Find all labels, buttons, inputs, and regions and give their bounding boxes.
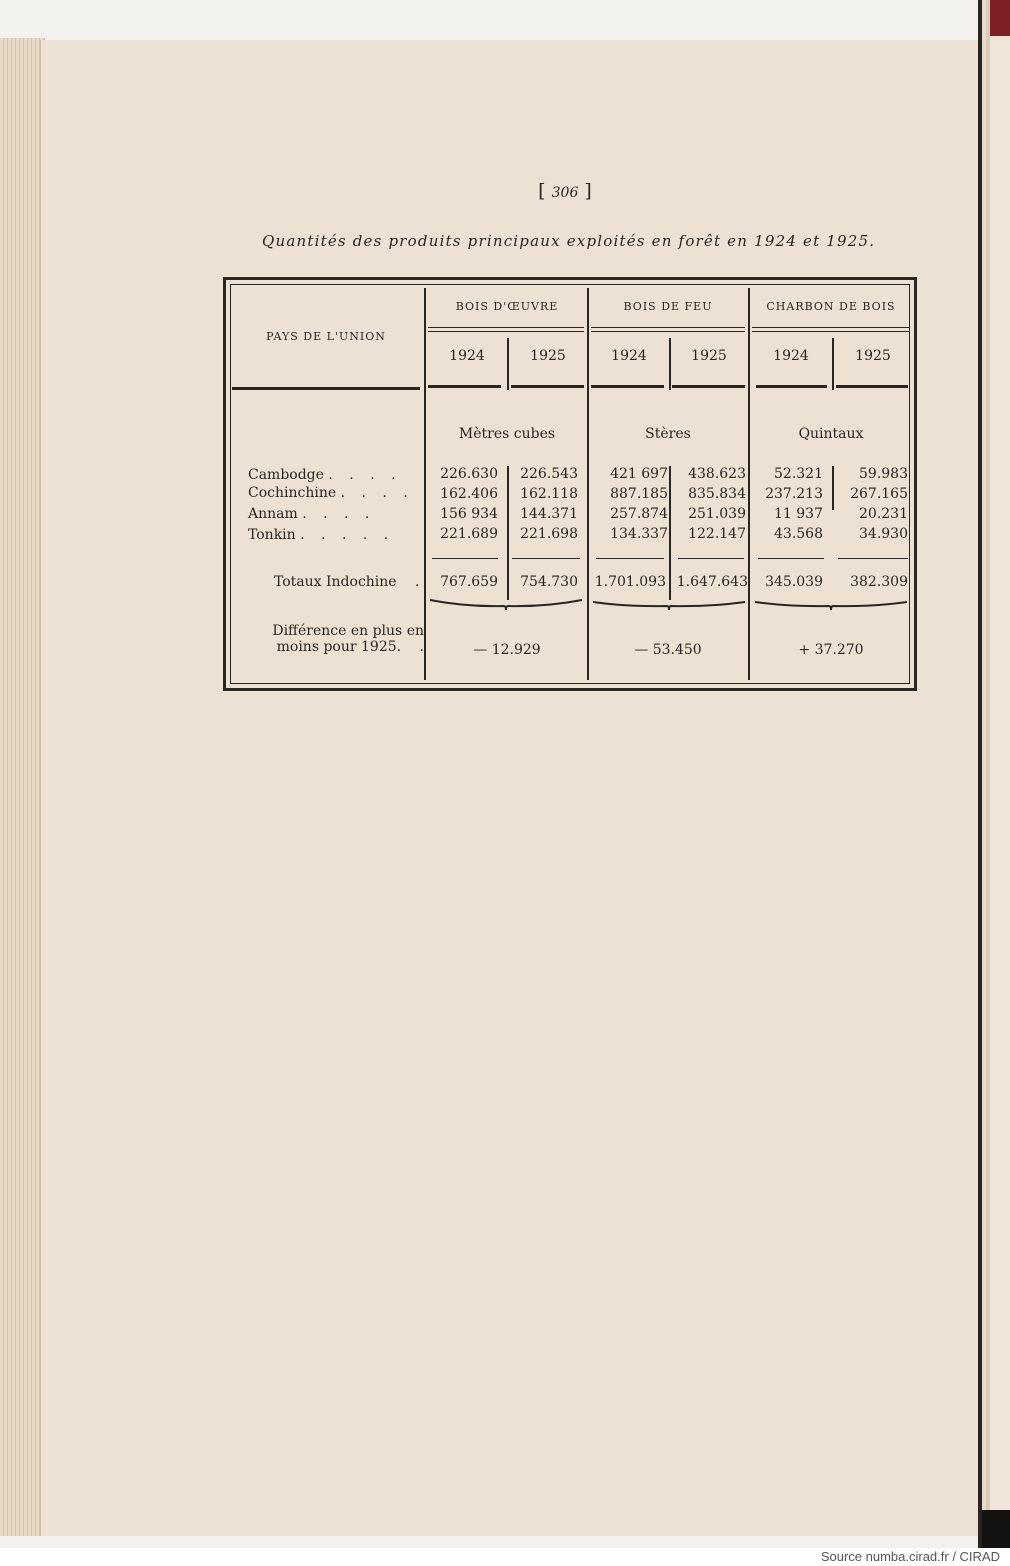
brace-group3 — [751, 598, 911, 612]
difference-cell-g3: + 37.270 — [798, 642, 864, 658]
table-cell: 156 934 — [440, 506, 498, 522]
row-label-dots: . . . . — [340, 485, 414, 501]
divider-group-1 — [587, 288, 589, 680]
divider-group-2 — [748, 288, 750, 680]
rule-totals-c3 — [596, 558, 664, 559]
source-credit: Source numba.cirad.fr / CIRAD — [820, 1549, 1000, 1564]
table-cell: 887.185 — [610, 486, 668, 502]
totals-label-text: Totaux Indochine — [274, 574, 397, 590]
year-g2-1924: 1924 — [611, 348, 647, 364]
row-label-dots: . . . . — [302, 506, 376, 522]
rule-totals-c6 — [838, 558, 908, 559]
totals-cell: 754.730 — [520, 574, 578, 590]
book-page-edges — [0, 38, 45, 1536]
totals-cell: 1.701.093 — [594, 574, 666, 590]
rule-group1-bottom — [428, 331, 584, 332]
year-g1-1925: 1925 — [530, 348, 566, 364]
difference-label-dots: . — [419, 639, 424, 655]
table-cell: 11 937 — [774, 506, 823, 522]
rule-header-y1 — [428, 385, 501, 388]
year-g3-1924: 1924 — [773, 348, 809, 364]
divider-years-g1 — [507, 338, 509, 390]
divider-years-g2 — [669, 338, 671, 390]
divider-values-g1 — [507, 466, 509, 600]
row-header-label: PAYS DE L'UNION — [266, 330, 386, 343]
table-cell: 20.231 — [859, 506, 908, 522]
totals-cell: 382.309 — [850, 574, 908, 590]
book-ribbon-top — [990, 0, 1010, 36]
row-label-text: Cochinchine — [248, 485, 337, 501]
rule-totals-c2 — [512, 558, 580, 559]
rule-totals-c4 — [678, 558, 744, 559]
row-label-annam — [248, 506, 424, 522]
row-label-tonkin — [248, 527, 424, 543]
unit-group-3: Quintaux — [798, 426, 864, 442]
group-label-1: BOIS D'ŒUVRE — [455, 300, 559, 313]
difference-cell-g1: — 12.929 — [473, 642, 541, 658]
difference-label-line2 — [248, 639, 424, 655]
row-label-cochinchine — [248, 485, 424, 501]
rule-header-y5 — [756, 385, 827, 388]
table-cell: 237.213 — [765, 486, 823, 502]
table-cell: 134.337 — [610, 526, 668, 542]
page-number-value: 306 — [551, 185, 579, 201]
divider-years-g3 — [832, 338, 834, 390]
rule-header-label — [232, 387, 420, 390]
page-number-close: ] — [584, 180, 592, 202]
row-label-text: Tonkin — [248, 527, 296, 543]
unit-group-2: Stères — [645, 426, 691, 442]
table-cell: 267.165 — [850, 486, 908, 502]
divider-label-column — [424, 288, 426, 680]
book-page — [40, 40, 981, 1536]
totals-cell: 1.647.643 — [676, 574, 748, 590]
data-table — [223, 277, 917, 691]
rule-group3-bottom — [752, 331, 910, 332]
row-label-cambodge — [248, 467, 424, 483]
table-cell: 251.039 — [688, 506, 746, 522]
row-label-text: Cambodge — [248, 467, 324, 483]
brace-group2 — [589, 598, 749, 612]
table-cell: 144.371 — [520, 506, 578, 522]
table-cell: 122.147 — [688, 526, 746, 542]
rule-header-y6 — [836, 385, 908, 388]
rule-totals-c1 — [432, 558, 498, 559]
table-cell: 59.983 — [859, 466, 908, 482]
totals-cell: 767.659 — [440, 574, 498, 590]
row-label-text: Annam — [248, 506, 298, 522]
rule-header-y4 — [672, 385, 745, 388]
row-label-dots: . . . . . — [300, 527, 395, 543]
difference-label — [248, 623, 424, 655]
table-cell: 221.689 — [440, 526, 498, 542]
group-label-3: CHARBON DE BOIS — [766, 300, 896, 313]
rule-group3-top — [752, 327, 910, 328]
brace-group1 — [426, 598, 586, 612]
rule-group1-top — [428, 327, 584, 328]
table-cell: 34.930 — [859, 526, 908, 542]
unit-group-1: Mètres cubes — [458, 426, 556, 442]
table-cell: 226.543 — [520, 466, 578, 482]
totals-label-dots: . — [415, 574, 420, 590]
table-cell: 221.698 — [520, 526, 578, 542]
rule-header-y2 — [511, 385, 584, 388]
rule-group2-top — [591, 327, 745, 328]
table-cell: 438.623 — [688, 466, 746, 482]
book-right-edge — [978, 0, 1010, 1548]
rule-header-y3 — [591, 385, 664, 388]
page-number — [0, 180, 1010, 202]
group-label-2: BOIS DE FEU — [623, 300, 713, 313]
page-number-open: [ — [538, 180, 546, 202]
table-cell: 162.118 — [520, 486, 578, 502]
totals-cell: 345.039 — [765, 574, 823, 590]
row-label-dots: . . . . — [328, 467, 402, 483]
year-g1-1924: 1924 — [449, 348, 485, 364]
table-cell: 52.321 — [774, 466, 823, 482]
table-cell: 43.568 — [774, 526, 823, 542]
totals-label — [274, 574, 424, 590]
rule-totals-c5 — [758, 558, 824, 559]
difference-label-line2-text: moins pour 1925. — [276, 639, 402, 655]
table-caption: Quantités des produits principaux exploités en forêt en 1924 et 1925. — [262, 232, 876, 250]
rule-group2-bottom — [591, 331, 745, 332]
difference-cell-g2: — 53.450 — [634, 642, 702, 658]
year-g3-1925: 1925 — [855, 348, 891, 364]
book-ribbon-bottom — [982, 1510, 1010, 1548]
table-cell: 162.406 — [440, 486, 498, 502]
table-cell: 257.874 — [610, 506, 668, 522]
table-cell: 421 697 — [610, 466, 668, 482]
table-cell: 226.630 — [440, 466, 498, 482]
table-cell: 835.834 — [688, 486, 746, 502]
year-g2-1925: 1925 — [691, 348, 727, 364]
difference-label-line1: Différence en plus en — [272, 623, 424, 639]
